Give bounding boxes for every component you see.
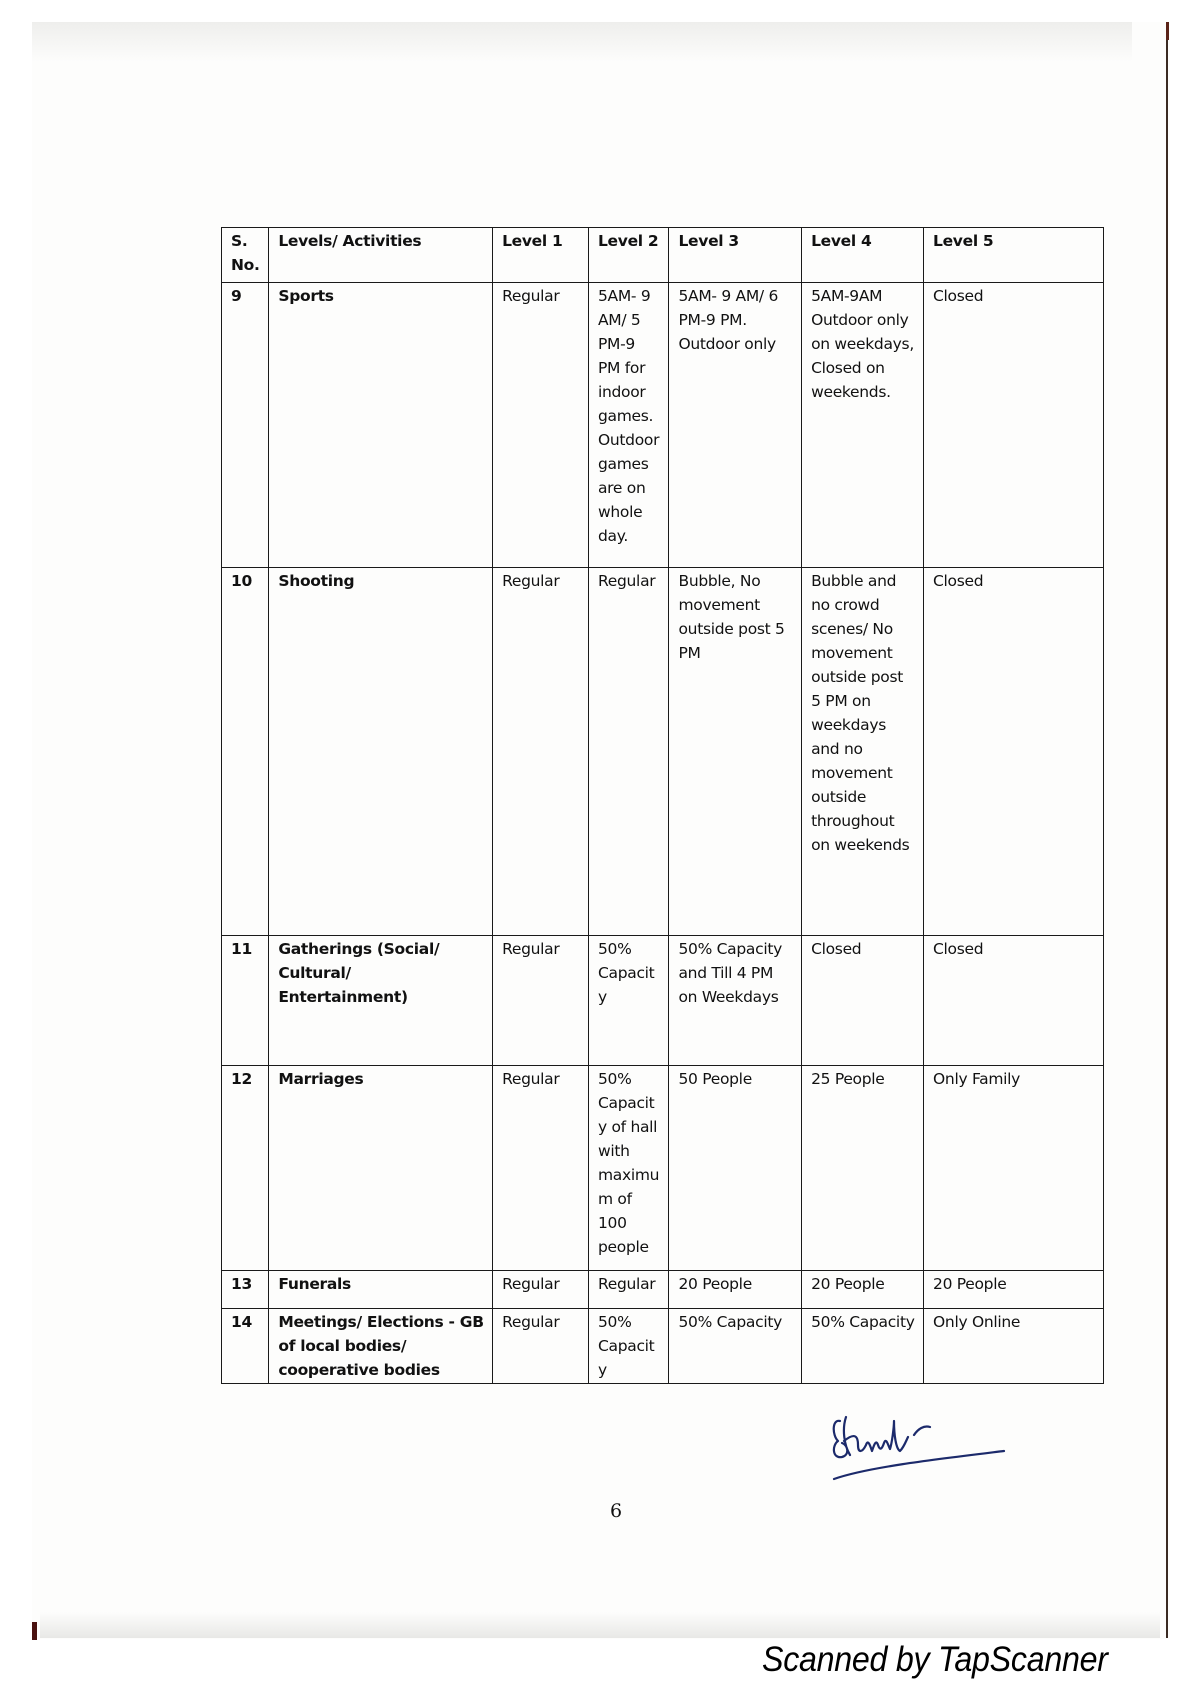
scanner-watermark: Scanned by TapScanner	[762, 1640, 1108, 1679]
cell-level-2: 50% Capacity	[588, 936, 669, 1066]
cell-sno: 11	[222, 936, 269, 1066]
cell-level-5: Only Online	[924, 1309, 1104, 1384]
page-edge-mark-top	[1166, 22, 1169, 40]
cell-level-3: 50% Capacity	[669, 1309, 802, 1384]
cell-level-5: Only Family	[924, 1066, 1104, 1271]
table-row	[222, 1271, 1104, 1309]
cell-level-1: Regular	[493, 1309, 589, 1384]
cell-level-1: Regular	[493, 568, 589, 936]
header-activity: Levels/ Activities	[269, 228, 493, 283]
signature-strokes	[834, 1417, 1004, 1479]
cell-level-2: 50% Capacity of hall with maximum of 100 people	[588, 1066, 669, 1271]
table-row	[222, 283, 1104, 568]
cell-activity: Marriages	[269, 1066, 493, 1271]
cell-level-3: 20 People	[669, 1271, 802, 1309]
table-row	[222, 568, 1104, 936]
cell-sno: 13	[222, 1271, 269, 1309]
header-level-4: Level 4	[802, 228, 924, 283]
header-level-2: Level 2	[588, 228, 669, 283]
cell-activity: Shooting	[269, 568, 493, 936]
cell-level-1: Regular	[493, 1271, 589, 1309]
table-header-row	[222, 228, 1104, 283]
table-row	[222, 1309, 1104, 1384]
cell-level-2: 50% Capacity	[588, 1309, 669, 1384]
header-level-3: Level 3	[669, 228, 802, 283]
cell-level-2: 5AM- 9 AM/ 5 PM-9 PM for indoor games. Outdoor games are on whole day.	[588, 283, 669, 568]
cell-sno: 10	[222, 568, 269, 936]
page-edge-right	[1166, 22, 1168, 1638]
cell-activity: Sports	[269, 283, 493, 568]
cell-level-4: Closed	[802, 936, 924, 1066]
cell-level-3: 5AM- 9 AM/ 6 PM-9 PM. Outdoor only	[669, 283, 802, 568]
page-edge-mark-left	[32, 1622, 37, 1640]
cell-sno: 9	[222, 283, 269, 568]
header-level-5: Level 5	[924, 228, 1104, 283]
cell-level-4: 5AM-9AM Outdoor only on weekdays, Closed on weekends.	[802, 283, 924, 568]
cell-level-2: Regular	[588, 1271, 669, 1309]
cell-level-1: Regular	[493, 283, 589, 568]
cell-level-5: Closed	[924, 936, 1104, 1066]
cell-level-5: Closed	[924, 283, 1104, 568]
scan-shadow-top	[32, 22, 1132, 62]
cell-activity: Gatherings (Social/ Cultural/ Entertainment)	[269, 936, 493, 1066]
cell-level-4: 20 People	[802, 1271, 924, 1309]
cell-level-5: 20 People	[924, 1271, 1104, 1309]
cell-level-4: 50% Capacity	[802, 1309, 924, 1384]
table-row	[222, 936, 1104, 1066]
header-sno: S. No.	[222, 228, 269, 283]
cell-level-1: Regular	[493, 936, 589, 1066]
table-row	[222, 1066, 1104, 1271]
cell-level-2: Regular	[588, 568, 669, 936]
scan-shadow-bottom	[40, 1612, 1160, 1638]
cell-level-3: 50 People	[669, 1066, 802, 1271]
cell-level-4: 25 People	[802, 1066, 924, 1271]
activity-levels-table	[221, 227, 1104, 1384]
header-level-1: Level 1	[493, 228, 589, 283]
cell-level-3: 50% Capacity and Till 4 PM on Weekdays	[669, 936, 802, 1066]
cell-level-1: Regular	[493, 1066, 589, 1271]
cell-level-3: Bubble, No movement outside post 5 PM	[669, 568, 802, 936]
handwritten-signature	[828, 1405, 1008, 1485]
cell-level-5: Closed	[924, 568, 1104, 936]
cell-activity: Funerals	[269, 1271, 493, 1309]
cell-sno: 14	[222, 1309, 269, 1384]
cell-sno: 12	[222, 1066, 269, 1271]
cell-level-4: Bubble and no crowd scenes/ No movement outside post 5 PM on weekdays and no movement outside throughout on weekends	[802, 568, 924, 936]
cell-activity: Meetings/ Elections - GB of local bodies/ cooperative bodies	[269, 1309, 493, 1384]
page-number: 6	[610, 1500, 623, 1522]
